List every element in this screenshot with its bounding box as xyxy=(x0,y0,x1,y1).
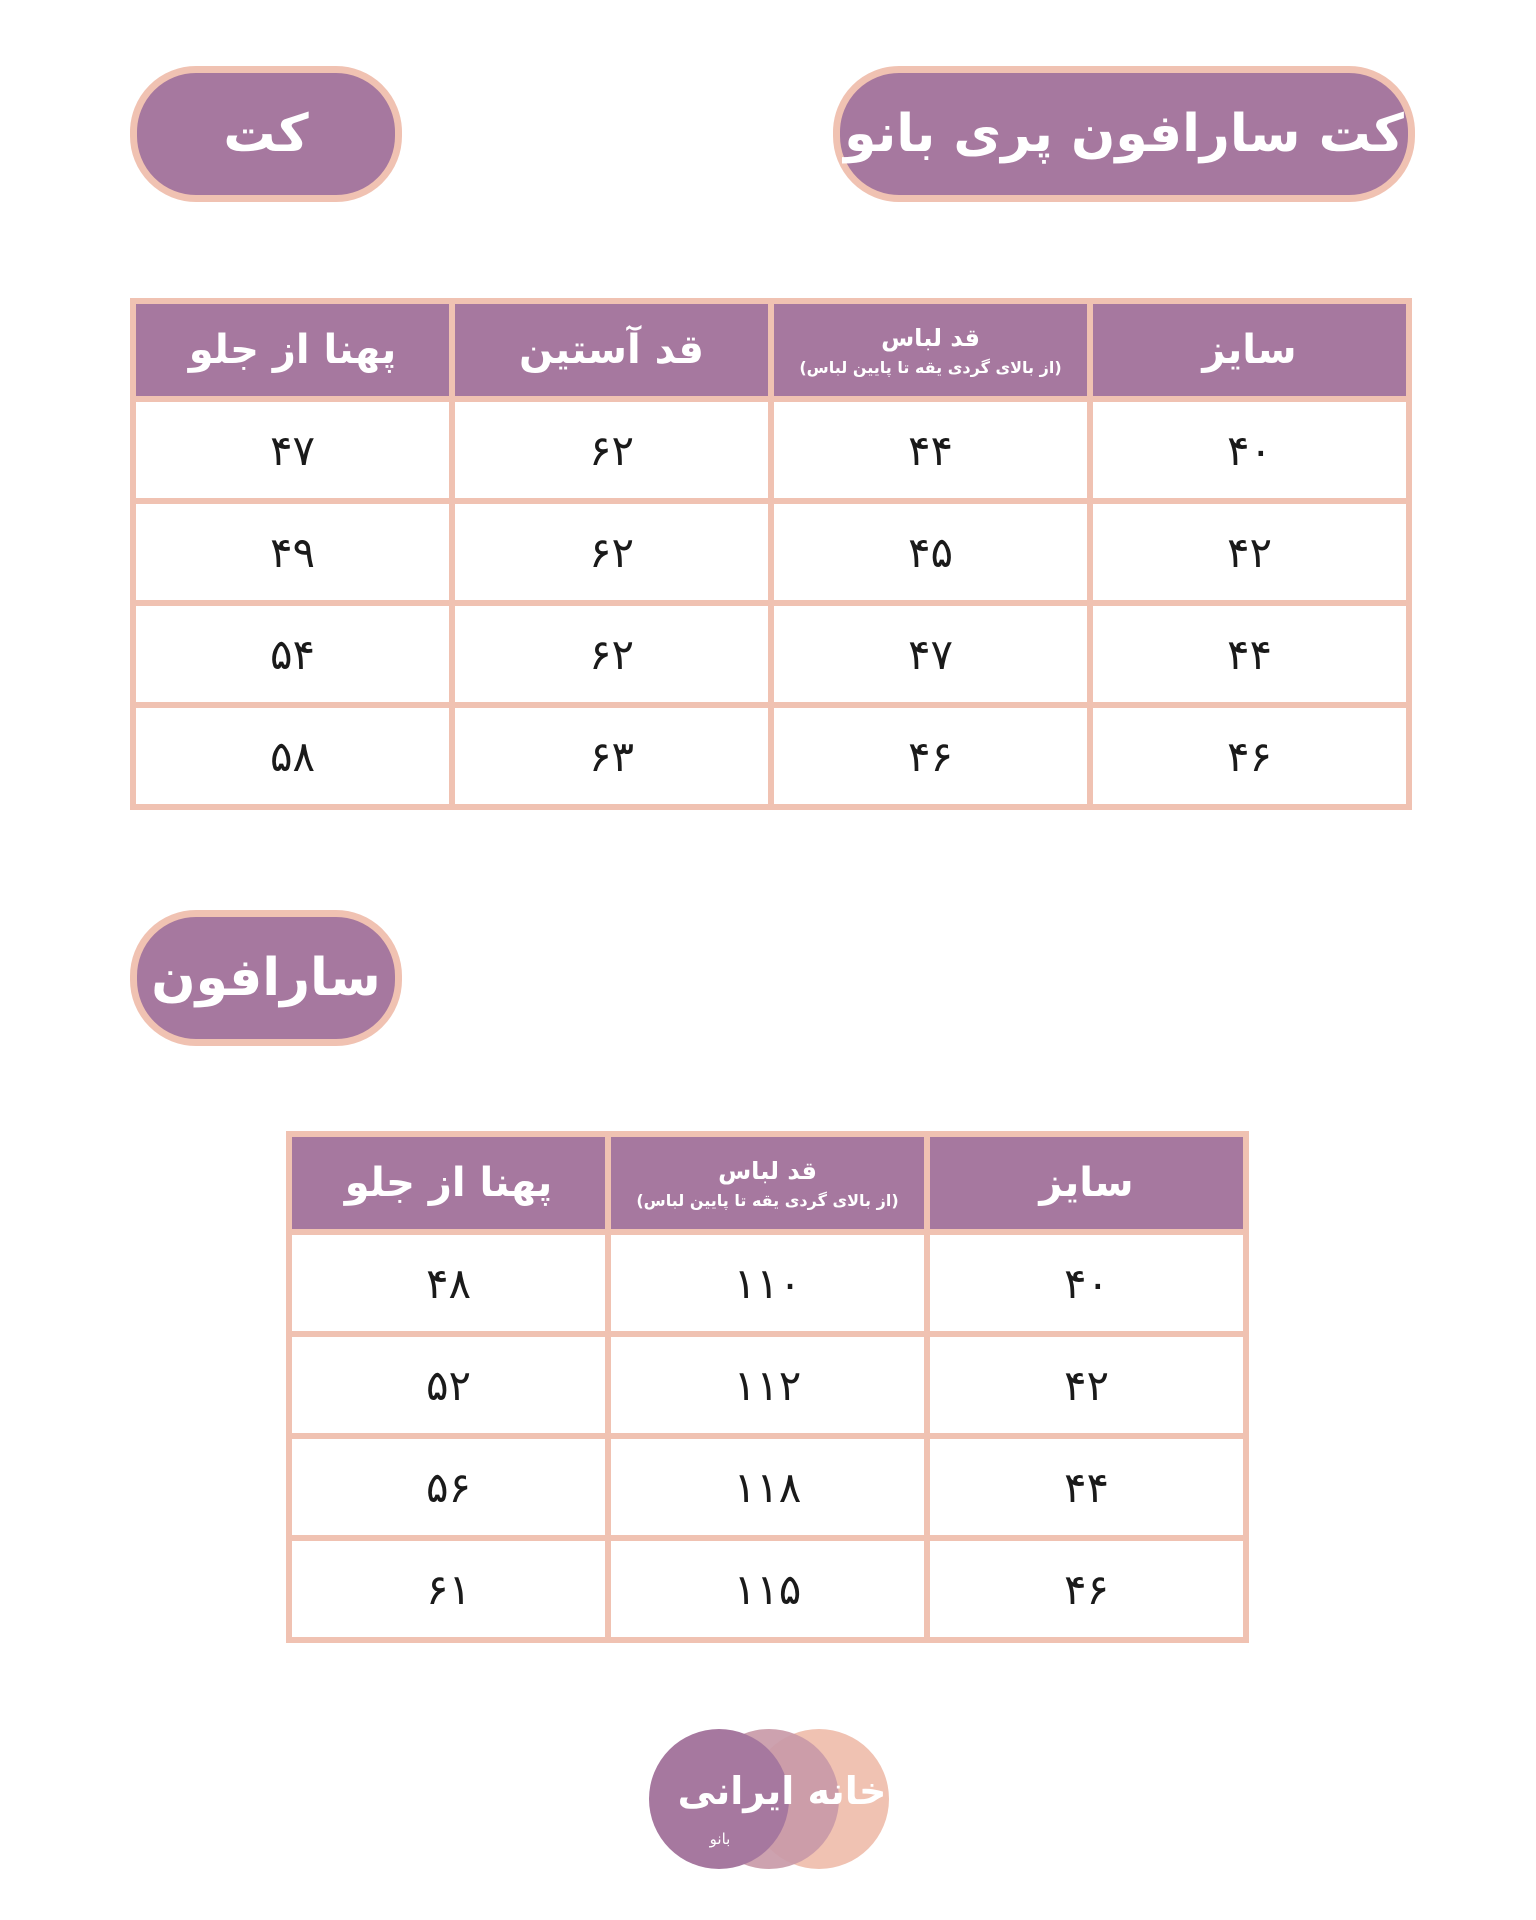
cell-sleeve: ۶۳ xyxy=(455,708,768,804)
sarafon-size-table xyxy=(286,1131,1249,1643)
cell-length: ۱۱۸ xyxy=(611,1439,924,1535)
table-row xyxy=(136,504,1406,600)
cell-width: ۶۱ xyxy=(292,1541,605,1637)
header-size-label: سایز xyxy=(1039,1160,1134,1206)
cell-sleeve: ۶۲ xyxy=(455,402,768,498)
cell-sleeve: ۶۲ xyxy=(455,504,768,600)
table-row xyxy=(136,402,1406,498)
brand-logo xyxy=(648,1728,890,1870)
cell-length: ۴۶ xyxy=(774,708,1087,804)
table-row xyxy=(292,1235,1243,1331)
header-width-label: پهنا از جلو xyxy=(344,1160,553,1206)
cell-width: ۵۲ xyxy=(292,1337,605,1433)
header-length xyxy=(611,1137,924,1229)
cell-width: ۴۷ xyxy=(136,402,449,498)
cell-width: ۵۶ xyxy=(292,1439,605,1535)
header-width-label: پهنا از جلو xyxy=(188,327,397,373)
cell-width: ۵۴ xyxy=(136,606,449,702)
cell-length: ۱۱۰ xyxy=(611,1235,924,1331)
logo-subtext: بانو xyxy=(709,1830,731,1848)
page-title: کت سارافون پری بانو xyxy=(833,66,1415,202)
header-sleeve-label: قد آستین xyxy=(519,327,704,373)
header-length-note: (از بالای گردی یقه تا پایین لباس) xyxy=(636,1190,899,1210)
table-header-row xyxy=(136,304,1406,396)
sarafon-section-label: سارافون xyxy=(130,910,402,1046)
cell-width: ۴۹ xyxy=(136,504,449,600)
cell-length: ۴۷ xyxy=(774,606,1087,702)
coat-size-table xyxy=(130,298,1412,810)
cell-size: ۴۶ xyxy=(930,1541,1243,1637)
table-row xyxy=(292,1439,1243,1535)
coat-section-label: کت xyxy=(130,66,402,202)
cell-size: ۴۰ xyxy=(930,1235,1243,1331)
logo-text: خانه ایرانی xyxy=(677,1769,887,1813)
cell-size: ۴۴ xyxy=(930,1439,1243,1535)
cell-length: ۴۵ xyxy=(774,504,1087,600)
cell-width: ۴۸ xyxy=(292,1235,605,1331)
header-length-label: قد لباس xyxy=(881,323,980,352)
header-size-label: سایز xyxy=(1202,327,1297,373)
header-width xyxy=(292,1137,605,1229)
cell-size: ۴۲ xyxy=(930,1337,1243,1433)
cell-size: ۴۰ xyxy=(1093,402,1406,498)
cell-length: ۱۱۲ xyxy=(611,1337,924,1433)
table-row xyxy=(136,606,1406,702)
header-length-label: قد لباس xyxy=(718,1156,817,1185)
header-width xyxy=(136,304,449,396)
cell-width: ۵۸ xyxy=(136,708,449,804)
table-row xyxy=(292,1337,1243,1433)
header-size xyxy=(1093,304,1406,396)
header-length-note: (از بالای گردی یقه تا پایین لباس) xyxy=(799,357,1062,377)
cell-size: ۴۴ xyxy=(1093,606,1406,702)
table-row xyxy=(292,1541,1243,1637)
cell-size: ۴۲ xyxy=(1093,504,1406,600)
header-length xyxy=(774,304,1087,396)
cell-length: ۴۴ xyxy=(774,402,1087,498)
cell-sleeve: ۶۲ xyxy=(455,606,768,702)
table-row xyxy=(136,708,1406,804)
header-sleeve xyxy=(455,304,768,396)
header-size xyxy=(930,1137,1243,1229)
cell-length: ۱۱۵ xyxy=(611,1541,924,1637)
table-header-row xyxy=(292,1137,1243,1229)
cell-size: ۴۶ xyxy=(1093,708,1406,804)
